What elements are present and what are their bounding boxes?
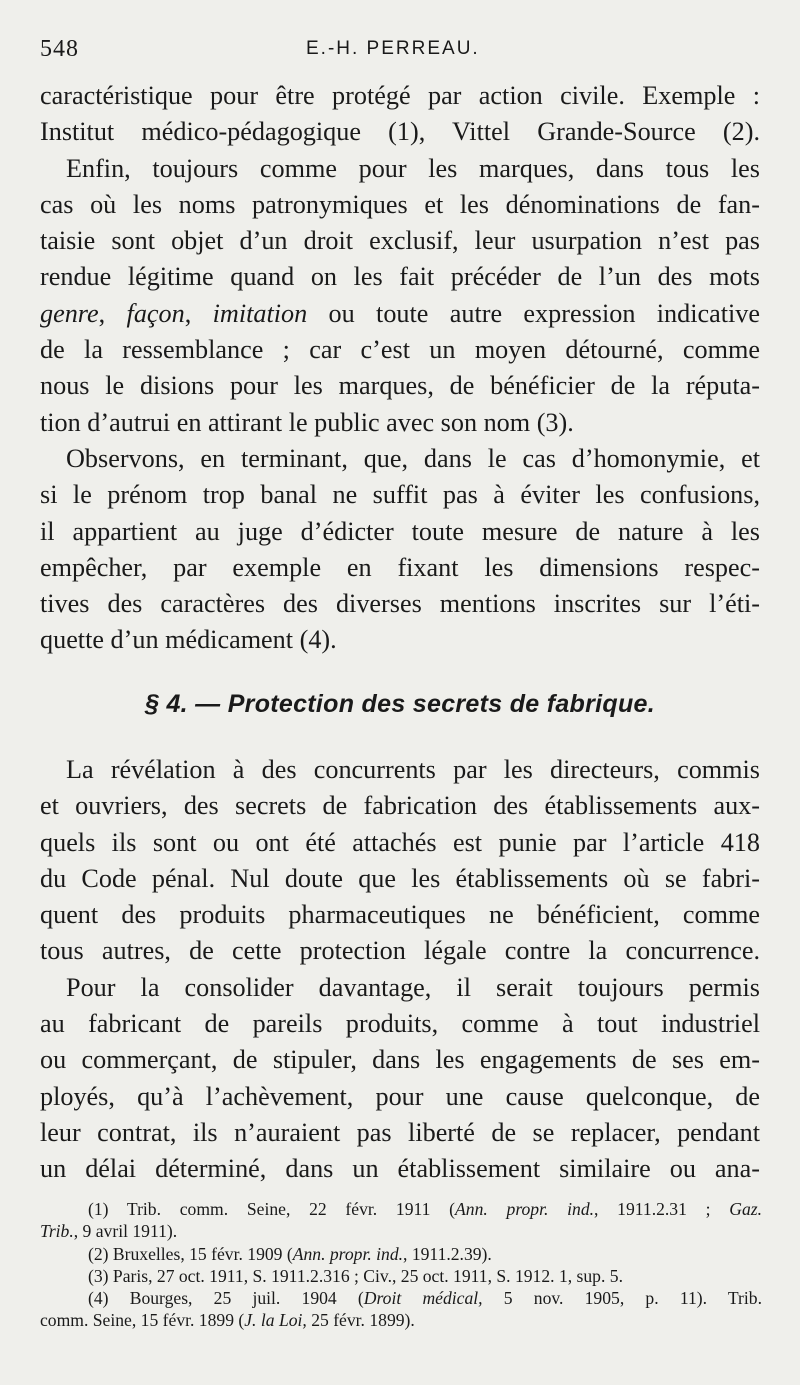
- footnote-4-continued: comm. Seine, 15 févr. 1899 (J. la Loi, 25 févr. 1899).: [40, 1310, 415, 1331]
- text-line: nous le disions pour les marques, de bénéficier de la réputa-: [40, 371, 760, 401]
- text-line: il appartient au juge d’édicter toute mesure de nature à les: [40, 516, 760, 546]
- text-line: si le prénom trop banal ne suffit pas à éviter les confusions,: [40, 480, 760, 510]
- text-line: rendue légitime quand on les fait précéder de l’un des mots: [40, 262, 760, 292]
- text-line: ployés, qu’à l’achèvement, pour une cause quelconque, de: [40, 1081, 760, 1111]
- paragraph-start-line: Pour la consolider davantage, il serait toujours permis: [66, 972, 760, 1002]
- text-line: leur contrat, ils n’auraient pas liberté de se replacer, pendant: [40, 1117, 760, 1147]
- footnote-4: (4) Bourges, 25 juil. 1904 (Droit médical, 5 nov. 1905, p. 11). Trib.: [88, 1288, 762, 1309]
- page-number: 548: [40, 36, 79, 62]
- text-line: un délai déterminé, dans un établissement similaire ou ana-: [40, 1154, 760, 1184]
- paragraph-start-line: La révélation à des concurrents par les directeurs, commis: [66, 755, 760, 784]
- text-line: quent des produits pharmaceutiques ne bénéficient, comme: [40, 900, 760, 930]
- text-line: quels ils sont ou ont été attachés est punie par l’article 418: [40, 827, 760, 857]
- text-line: tives des caractères des diverses mentions inscrites sur l’éti-: [40, 589, 760, 619]
- text-line: Institut médico-pédagogique (1), Vittel Grande-Source (2).: [40, 117, 760, 147]
- running-head: E.-H. PERREAU.: [306, 38, 480, 59]
- footnote-2: (2) Bruxelles, 15 févr. 1909 (Ann. propr. ind., 1911.2.39).: [88, 1243, 492, 1264]
- footnote-1: (1) Trib. comm. Seine, 22 févr. 1911 (Ann. propr. ind., 1911.2.31 ; Gaz.: [88, 1199, 763, 1219]
- footnote-1-continued: Trib., 9 avril 1911).: [40, 1221, 178, 1242]
- page-header: [0, 36, 800, 66]
- footnote-3: (3) Paris, 27 oct. 1911, S. 1911.2.316 ; Civ., 25 oct. 1911, S. 1912. 1, sup. 5.: [88, 1265, 623, 1286]
- text-block-lower: [40, 752, 760, 1188]
- footnotes: [40, 1198, 762, 1332]
- text-line: empêcher, par exemple en fixant les dimensions respec-: [40, 552, 760, 582]
- paragraph-start-line: Observons, en terminant, que, dans le cas d’homonymie, et: [66, 443, 760, 473]
- text-line: de la ressemblance ; car c’est un moyen détourné, comme: [40, 335, 760, 365]
- text-line: tion d’autrui en attirant le public avec son nom (3).: [40, 407, 574, 437]
- section-heading: § 4. — Protection des secrets de fabrique.: [145, 690, 655, 718]
- text-line: au fabricant de pareils produits, comme à tout industriel: [40, 1009, 760, 1039]
- text-line: tous autres, de cette protection légale contre la concurrence.: [40, 936, 760, 966]
- paragraph-start-line: Enfin, toujours comme pour les marques, dans tous les: [66, 153, 760, 183]
- italic-term: imitation: [212, 298, 308, 328]
- italic-term: genre: [40, 298, 99, 328]
- text-line: cas où les noms patronymiques et les dénominations de fan-: [40, 189, 760, 219]
- text-line: taisie sont objet d’un droit exclusif, leur usurpation n’est pas: [40, 226, 760, 256]
- text-line: et ouvriers, des secrets de fabrication des établissements aux-: [40, 791, 760, 821]
- text-line-italic-terms: genre, façon, imitation ou toute autre expression indicative: [40, 298, 761, 328]
- text-block-upper: [40, 78, 760, 659]
- text-line: ou commerçant, de stipuler, dans les engagements de ses em-: [40, 1045, 760, 1075]
- text-line: caractéristique pour être protégé par action civile. Exemple :: [40, 81, 760, 110]
- italic-term: façon: [126, 298, 185, 328]
- text-line: quette d’un médicament (4).: [40, 625, 337, 655]
- text-line: du Code pénal. Nul doute que les établissements où se fabri-: [40, 863, 760, 893]
